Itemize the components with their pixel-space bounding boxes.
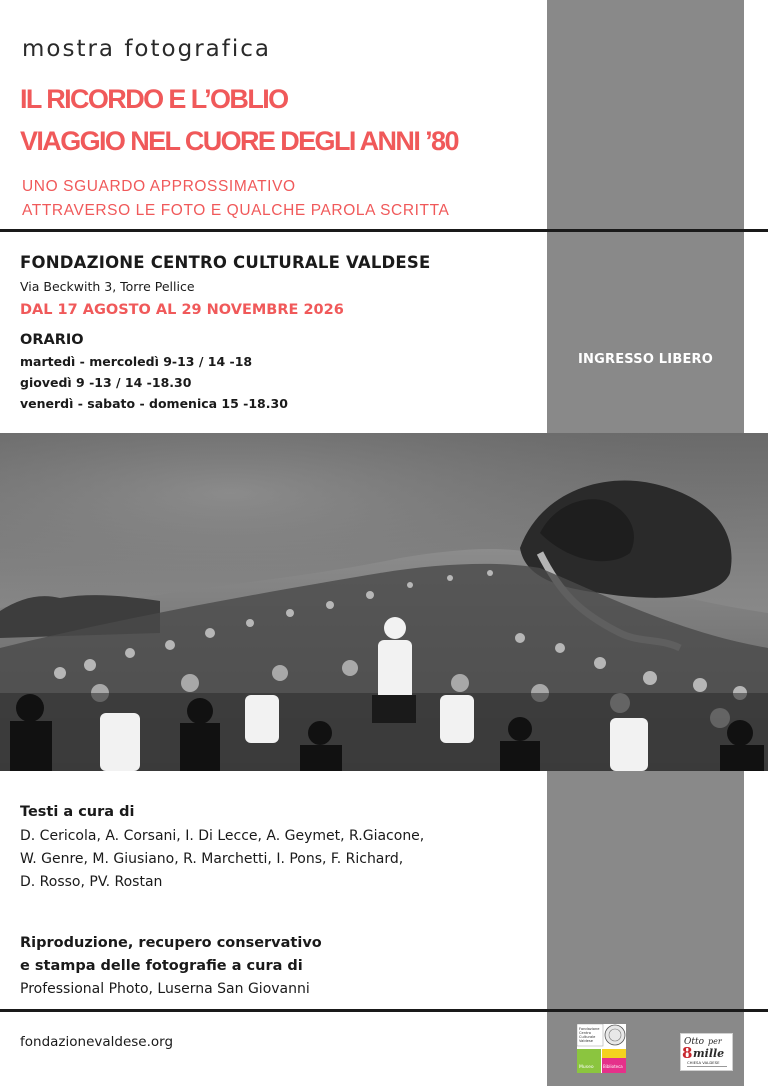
credits-line: D. Cericola, A. Corsani, I. Di Lecce, A. Geymet, R.Giacone, xyxy=(20,828,425,844)
logo-otto: Otto xyxy=(684,1037,705,1047)
fcv-name-2: Centro xyxy=(579,1031,592,1035)
reproduction-heading-line-2: e stampa delle fotografie a cura di xyxy=(20,958,303,974)
logo-per: per xyxy=(708,1037,722,1046)
seal-icon xyxy=(605,1025,625,1045)
hours-line: martedì - mercoledì 9-13 / 14 -18 xyxy=(20,354,253,369)
title-line-1: IL RICORDO E L’OBLIO xyxy=(20,84,288,114)
credits-heading: Testi a cura di xyxy=(20,804,135,820)
title-line-2: VIAGGIO NEL CUORE DEGLI ANNI ’80 xyxy=(20,126,458,156)
website-link[interactable]: fondazionevaldese.org xyxy=(20,1034,174,1050)
fcv-tag-biblioteca: Biblioteca xyxy=(603,1064,623,1069)
fcv-tag-museo: Museo xyxy=(579,1065,594,1070)
divider-top xyxy=(0,229,768,232)
subtitle-line-2: ATTRAVERSO LE FOTO E QUALCHE PAROLA SCRITTA xyxy=(22,202,450,219)
reproduction-credit: Professional Photo, Luserna San Giovanni xyxy=(20,981,310,997)
hours-label: ORARIO xyxy=(20,332,84,348)
venue-address: Via Beckwith 3, Torre Pellice xyxy=(20,279,195,294)
credits-line: W. Genre, M. Giusiano, R. Marchetti, I. Pons, F. Richard, xyxy=(20,851,404,867)
divider-bottom xyxy=(0,1009,768,1012)
eight-glyph-icon: 8 xyxy=(682,1044,693,1062)
hours-line: venerdì - sabato - domenica 15 -18.30 xyxy=(20,396,288,411)
exhibition-kicker: mostra fotografica xyxy=(22,36,271,62)
free-entry-label: INGRESSO LIBERO xyxy=(578,352,713,367)
fcv-name-1: Fondazione xyxy=(579,1027,600,1031)
fcv-name-3: Culturale xyxy=(579,1035,596,1039)
hours-line: giovedì 9 -13 / 14 -18.30 xyxy=(20,375,192,390)
logo-church: CHIESA VALDESE xyxy=(687,1060,720,1065)
gray-column-top xyxy=(547,0,744,433)
venue-name: FONDAZIONE CENTRO CULTURALE VALDESE xyxy=(20,253,431,272)
fcv-name-4: Valdese xyxy=(579,1039,593,1043)
fondazione-logo xyxy=(577,1024,626,1073)
logo-mille: mille xyxy=(693,1047,725,1060)
crowd-photo xyxy=(0,433,768,771)
exhibition-dates: DAL 17 AGOSTO AL 29 NOVEMBRE 2026 xyxy=(20,302,344,318)
otto-per-mille-logo xyxy=(680,1033,733,1071)
credits-line: D. Rosso, PV. Rostan xyxy=(20,874,163,890)
reproduction-heading-line-1: Riproduzione, recupero conservativo xyxy=(20,935,322,951)
subtitle-line-1: UNO SGUARDO APPROSSIMATIVO xyxy=(22,178,296,195)
